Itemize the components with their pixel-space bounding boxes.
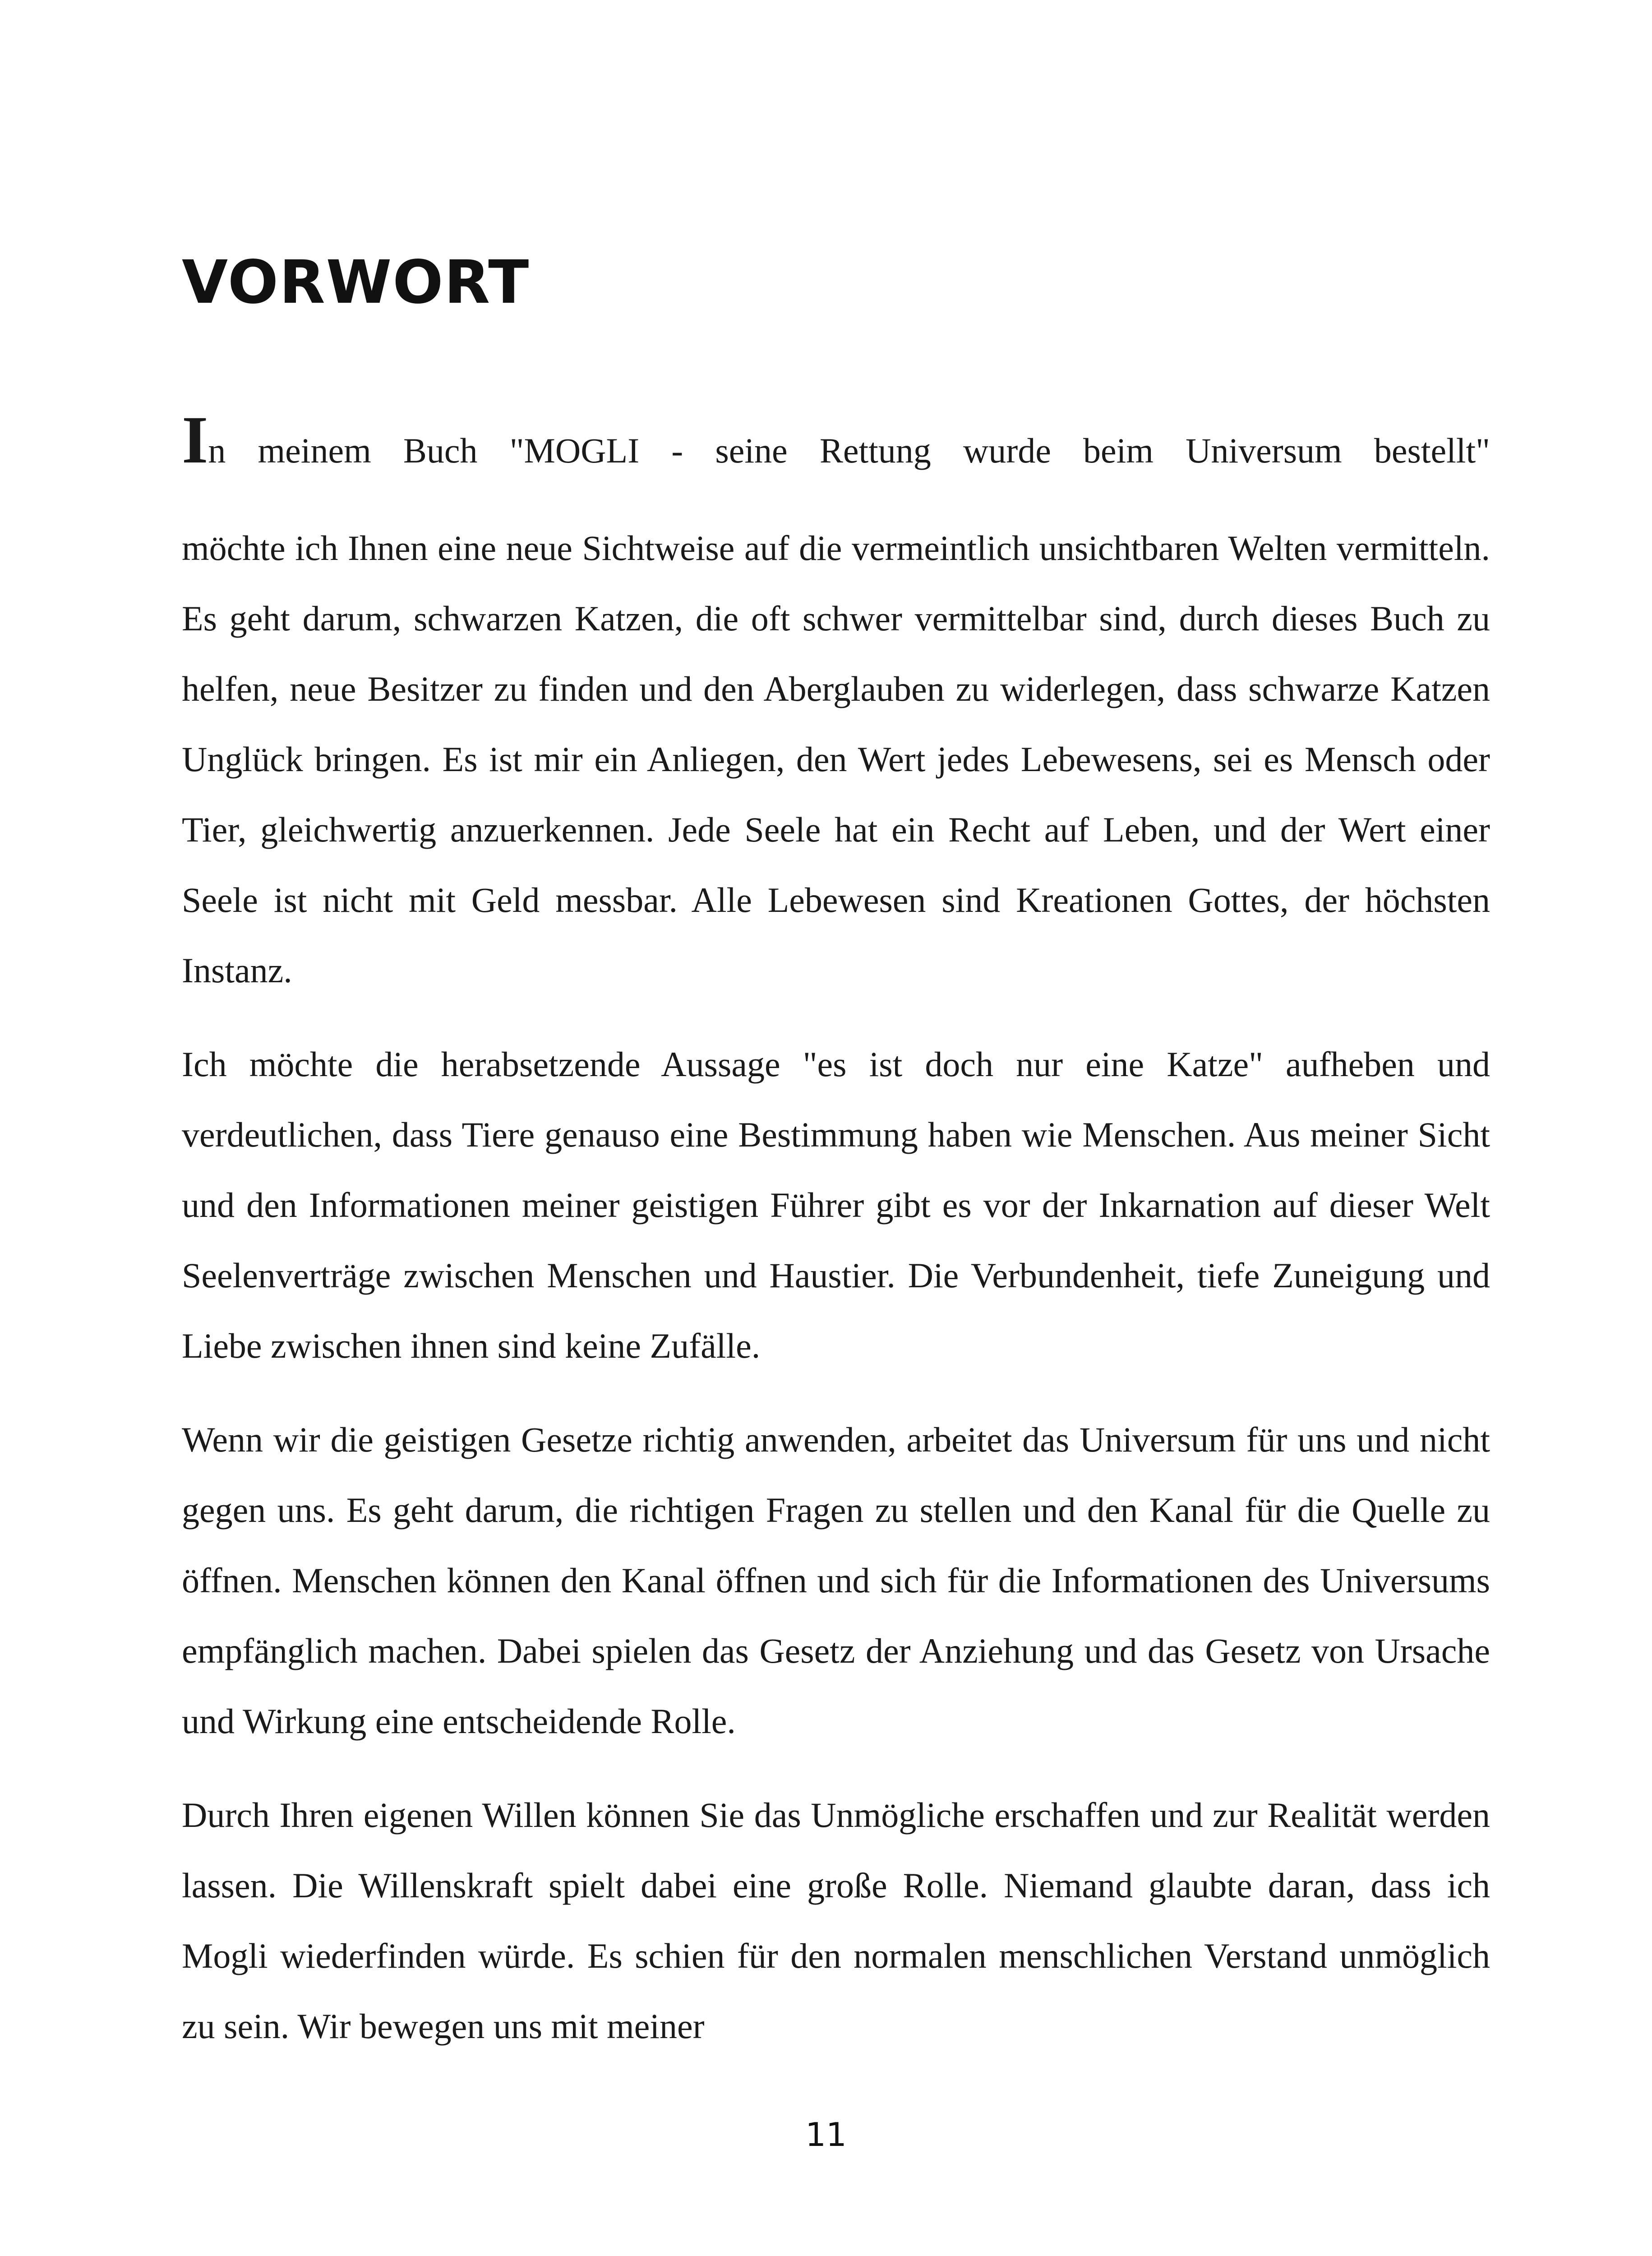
- paragraph-3: Wenn wir die geistigen Gesetze richtig anwenden, arbeitet das Universum für uns und nicht gegen uns. Es geht darum, die richtigen Fragen zu stellen und den Kanal für die Quelle zu öffnen. Menschen können den Kanal öffnen und sich für die Informationen des Universums empfänglich machen. Dabei spielen das Gesetz der Anziehung und das Gesetz von Ursache und Wirkung eine entscheidende Rolle.: [182, 1420, 1490, 1741]
- paragraph-4: Durch Ihren eigenen Willen können Sie das Unmögliche erschaffen und zur Realität werden lassen. Die Willenskraft spielt dabei eine große Rolle. Niemand glaubte daran, dass ich Mogli wiederfinden würde. Es schien für den normalen menschlichen Verstand unmöglich zu sein. Wir bewegen uns mit meiner: [182, 1795, 1490, 2046]
- paragraph-1: möchte ich Ihnen eine neue Sichtweise auf die vermeintlich unsichtbaren Welten vermitteln. Es geht darum, schwarzen Katzen, die oft schwer vermittelbar sind, durch dieses Buch zu helfen, neue Besitzer zu finden und den Aberglauben zu widerlegen, dass schwarze Katzen Unglück bringen. Es ist mir ein Anliegen, den Wert jedes Lebewesens, sei es Mensch oder Tier, gleichwertig anzuerkennen. Jede Seele hat ein Recht auf Leben, und der Wert einer Seele ist nicht mit Geld messbar. Alle Lebewesen sind Kreationen Gottes, der höchsten Instanz.: [182, 528, 1490, 990]
- drop-cap: I: [182, 402, 208, 477]
- first-line-text: n meinem Buch "MOGLI - seine Rettung wurde beim Universum bestellt": [208, 431, 1490, 470]
- first-line: [182, 402, 1490, 486]
- paragraph-2: Ich möchte die herabsetzende Aussage "es ist doch nur eine Katze" aufheben und verdeutlichen, dass Tiere genauso eine Bestimmung haben wie Menschen. Aus meiner Sicht und den Informationen meiner geistigen Führer gibt es vor der Inkarnation auf dieser Welt Seelenverträge zwischen Menschen und Haustier. Die Verbundenheit, tiefe Zuneigung und Liebe zwischen ihnen sind keine Zufälle.: [182, 1045, 1490, 1365]
- page-number: 11: [805, 2116, 847, 2154]
- body-text: [182, 402, 1490, 2085]
- chapter-heading: VORWORT: [182, 248, 530, 317]
